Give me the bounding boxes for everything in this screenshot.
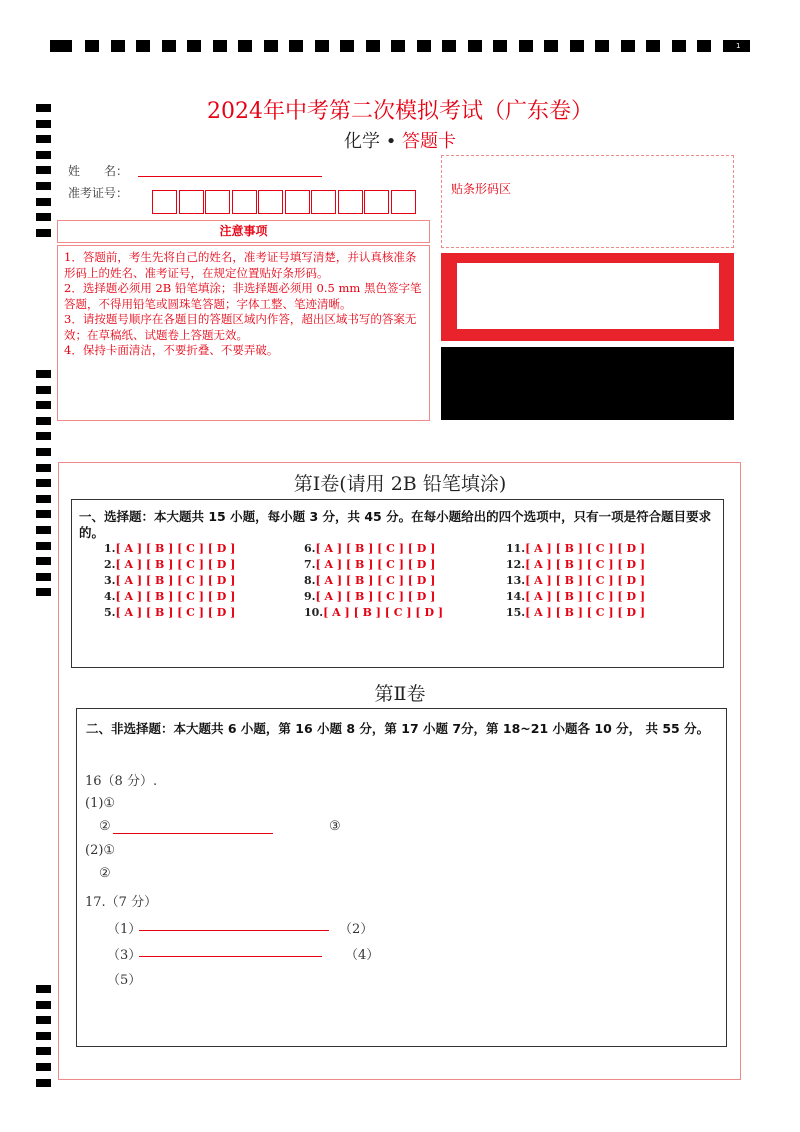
part2-title: 第Ⅱ卷: [374, 683, 426, 705]
multiple-choice-box: [71, 499, 724, 668]
mc-question-number: 15.: [506, 606, 526, 619]
timing-mark: [697, 40, 711, 52]
mc-question-2[interactable]: [104, 558, 235, 571]
exam-title: 2024年中考第二次模拟考试（广东卷）: [207, 99, 593, 124]
timing-mark: [468, 40, 482, 52]
mc-question-7[interactable]: [304, 558, 435, 571]
black-block: [441, 347, 734, 420]
q17-sub1: （1）: [107, 922, 142, 937]
mc-choice-options[interactable]: [ A ] [ B ] [ C ] [ D ]: [115, 606, 236, 619]
timing-mark: [366, 40, 380, 52]
timing-mark: [493, 40, 507, 52]
exam-id-digit-box[interactable]: [285, 190, 310, 214]
timing-mark: [646, 40, 660, 52]
timing-mark: [36, 588, 51, 596]
mc-choice-options[interactable]: [ A ] [ B ] [ C ] [ D ]: [315, 558, 436, 571]
exam-subtitle: [0, 127, 800, 153]
mc-question-number: 12.: [506, 558, 526, 571]
exam-id-digit-box[interactable]: [232, 190, 257, 214]
timing-mark: [519, 40, 533, 52]
timing-mark: [340, 40, 354, 52]
timing-mark: [85, 40, 99, 52]
q17-sub2: （2）: [339, 922, 374, 937]
q17-sub3: （3）: [107, 948, 142, 963]
mc-question-number: 9.: [304, 590, 316, 603]
mc-choice-options[interactable]: [ A ] [ B ] [ C ] [ D ]: [315, 542, 436, 555]
mc-question-4[interactable]: [104, 590, 235, 603]
timing-mark: [264, 40, 278, 52]
mc-question-12[interactable]: [506, 558, 645, 571]
q16-heading: 16（8 分）.: [85, 774, 158, 789]
mc-choice-options[interactable]: [ A ] [ B ] [ C ] [ D ]: [525, 590, 646, 603]
mc-choice-options[interactable]: [ A ] [ B ] [ C ] [ D ]: [323, 606, 444, 619]
subtitle-subject: 化学 •: [343, 131, 403, 152]
timing-mark: [36, 1032, 51, 1040]
timing-mark: [36, 1047, 51, 1055]
mc-question-14[interactable]: [506, 590, 645, 603]
timing-mark: [417, 40, 431, 52]
name-label: 姓 名：: [68, 164, 129, 178]
absent-mark-frame: [441, 253, 734, 341]
timing-mark: [238, 40, 252, 52]
q16-part2-1: (2)①: [85, 843, 116, 858]
q17-sub4: （4）: [345, 948, 380, 963]
notice-item: 2．选择题必须用 2B 铅笔填涂；非选择题必须用 0.5 mm 黑色签字笔答题，不得用铅笔或圆珠笔答题；字体工整、笔迹清晰。: [64, 281, 422, 311]
timing-mark: [36, 386, 51, 394]
timing-mark: [544, 40, 558, 52]
timing-mark: [213, 40, 227, 52]
mc-question-number: 13.: [506, 574, 526, 587]
notice-item: 1．答题前，考生先将自己的姓名，准考证号填写清楚，并认真核准条形码上的姓名、准考证号，在规定位置贴好条形码。: [64, 250, 417, 280]
q17-answer-line-1[interactable]: [139, 930, 329, 931]
timing-mark: [36, 432, 51, 440]
q17-answer-line-3[interactable]: [139, 956, 322, 957]
mc-question-15[interactable]: [506, 606, 645, 619]
q16-part1-2: ②: [99, 819, 111, 834]
page-number: 1: [736, 42, 741, 50]
mc-choice-options[interactable]: [ A ] [ B ] [ C ] [ D ]: [315, 590, 436, 603]
timing-mark: [36, 1079, 51, 1087]
exam-id-label: 准考证号：: [68, 186, 129, 200]
mc-question-number: 11.: [506, 542, 526, 555]
mc-choice-options[interactable]: [ A ] [ B ] [ C ] [ D ]: [525, 542, 646, 555]
timing-mark: [391, 40, 405, 52]
timing-mark: [36, 985, 51, 993]
barcode-area: [441, 155, 734, 248]
timing-mark: [672, 40, 686, 52]
timing-mark: [36, 166, 51, 174]
timing-marks-top: [50, 40, 750, 52]
exam-id-digit-box[interactable]: [338, 190, 363, 214]
mc-question-3[interactable]: [104, 574, 235, 587]
timing-mark: [50, 40, 72, 52]
timing-mark: [36, 182, 51, 190]
mc-question-number: 2.: [104, 558, 116, 571]
mc-question-number: 6.: [304, 542, 316, 555]
timing-mark: [162, 40, 176, 52]
part1-instructions: 一、选择题：本大题共 15 小题，每小题 3 分，共 45 分。在每小题给出的四个选项中，只有一项是符合题目要求的。: [79, 509, 712, 540]
barcode-label: 贴条形码区: [451, 182, 512, 196]
mc-choice-options[interactable]: [ A ] [ B ] [ C ] [ D ]: [115, 542, 236, 555]
timing-mark: [36, 510, 51, 518]
mc-question-11[interactable]: [506, 542, 645, 555]
timing-mark: [36, 417, 51, 425]
timing-mark: [136, 40, 150, 52]
part1-title: 第Ⅰ卷(请用 2B 铅笔填涂): [293, 473, 507, 495]
mc-choice-options[interactable]: [ A ] [ B ] [ C ] [ D ]: [115, 574, 236, 587]
mc-question-number: 14.: [506, 590, 526, 603]
q17-heading: 17.（7 分）: [85, 895, 158, 910]
absent-mark-inner: [457, 263, 719, 329]
exam-id-boxes[interactable]: [152, 190, 417, 214]
non-choice-box: [76, 708, 727, 1047]
mc-choice-options[interactable]: [ A ] [ B ] [ C ] [ D ]: [115, 558, 236, 571]
timing-mark: [36, 1016, 51, 1024]
exam-id-digit-box[interactable]: [205, 190, 230, 214]
mc-question-8[interactable]: [304, 574, 435, 587]
mc-question-13[interactable]: [506, 574, 645, 587]
q16-answer-line[interactable]: [113, 833, 273, 834]
mc-choice-options[interactable]: [ A ] [ B ] [ C ] [ D ]: [525, 606, 646, 619]
timing-mark: [111, 40, 125, 52]
mc-choice-options[interactable]: [ A ] [ B ] [ C ] [ D ]: [525, 574, 646, 587]
timing-mark: [36, 557, 51, 565]
timing-mark: [36, 229, 51, 237]
exam-id-digit-box[interactable]: [258, 190, 283, 214]
mc-question-10[interactable]: [304, 606, 443, 619]
notice-title: 注意事项: [57, 220, 430, 243]
timing-mark: [36, 213, 51, 221]
timing-mark: [36, 526, 51, 534]
timing-mark: [187, 40, 201, 52]
timing-mark: [621, 40, 635, 52]
subtitle-card: 答题卡: [402, 131, 457, 152]
timing-mark: [36, 401, 51, 409]
timing-mark: [36, 1001, 51, 1009]
notice-item: 3．请按题号顺序在各题目的答题区域内作答，超出区域书写的答案无效；在草稿纸、试题卷上答题无效。: [64, 312, 417, 342]
mc-question-5[interactable]: [104, 606, 235, 619]
name-field[interactable]: [138, 176, 322, 177]
q16-part2-2: ②: [99, 866, 111, 881]
notice-item: 4．保持卡面清洁，不要折叠、不要弄破。: [64, 343, 279, 357]
mc-question-9[interactable]: [304, 590, 435, 603]
notice-body: [57, 245, 430, 421]
timing-mark: [289, 40, 303, 52]
timing-mark: [36, 198, 51, 206]
part2-instructions: 二、非选择题：本大题共 6 小题，第 16 小题 8 分，第 17 小题 7分，第 18~21 小题各 10 分， 共 55 分。: [86, 721, 710, 736]
mc-question-number: 8.: [304, 574, 316, 587]
q17-sub5: （5）: [107, 973, 142, 988]
timing-mark: [36, 370, 51, 378]
timing-mark: [36, 542, 51, 550]
mc-question-6[interactable]: [304, 542, 435, 555]
mc-question-number: 4.: [104, 590, 116, 603]
mc-question-number: 5.: [104, 606, 116, 619]
timing-mark: [595, 40, 609, 52]
exam-id-digit-box[interactable]: [311, 190, 336, 214]
mc-question-number: 3.: [104, 574, 116, 587]
exam-id-digit-box[interactable]: [179, 190, 204, 214]
timing-mark: [36, 1063, 51, 1071]
mc-choice-options[interactable]: [ A ] [ B ] [ C ] [ D ]: [315, 574, 436, 587]
timing-mark: [315, 40, 329, 52]
timing-mark: [570, 40, 584, 52]
mc-choice-options[interactable]: [ A ] [ B ] [ C ] [ D ]: [525, 558, 646, 571]
mc-question-number: 7.: [304, 558, 316, 571]
q16-part1-1: (1)①: [85, 796, 116, 811]
q16-part1-3: ③: [329, 819, 341, 834]
mc-question-number: 1.: [104, 542, 116, 555]
mc-choice-options[interactable]: [ A ] [ B ] [ C ] [ D ]: [115, 590, 236, 603]
timing-mark: [36, 448, 51, 456]
timing-mark: [442, 40, 456, 52]
mc-question-number: 10.: [304, 606, 324, 619]
exam-id-digit-box[interactable]: [364, 190, 389, 214]
mc-question-1[interactable]: [104, 542, 235, 555]
exam-id-digit-box[interactable]: [152, 190, 177, 214]
exam-id-digit-box[interactable]: [391, 190, 416, 214]
timing-mark: [36, 573, 51, 581]
